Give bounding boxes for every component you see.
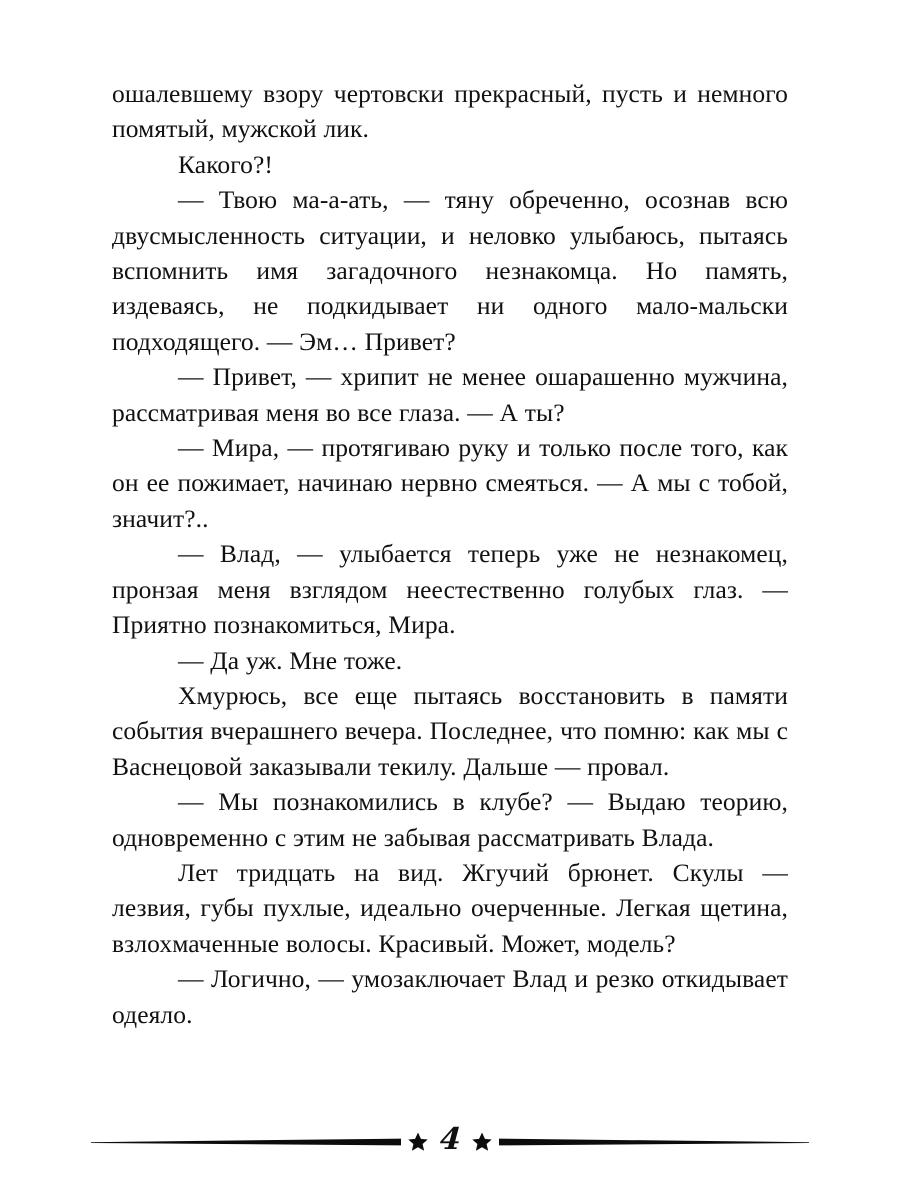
paragraph: Лет тридцать на вид. Жгучий брюнет. Скулы — лезвия, губы пухлые, идеально очерченные. Легкая щетина, взлохмаченные волосы. Красивый. Может, модель? xyxy=(112,857,788,958)
paragraph: Какого?! xyxy=(178,149,274,179)
page-footer-ornament xyxy=(0,1122,900,1162)
paragraph: — Твою ма-а-ать, — тяну обреченно, осознав всю двусмысленность ситуации, и неловко улыбаюсь, пытаясь вспомнить имя загадочного незнакомца. Но память, издеваясь, не подкидывает ни одного мало-мальски подходящего. — Эм… Привет? xyxy=(112,185,788,356)
horizontal-rule-left-icon xyxy=(91,1132,401,1152)
paragraph: — Логично, — умозаключает Влад и резко откидывает одеяло. xyxy=(112,964,788,1029)
paragraph: — Привет, — хрипит не менее ошарашенно мужчина, рассматривая меня во все глаза. — А ты? xyxy=(112,362,788,427)
paragraph: ошалевшему взору чертовски прекрасный, пусть и немного помятый, мужской лик. xyxy=(112,79,788,144)
page-number-ornament xyxy=(401,1122,500,1157)
page-number: 4 xyxy=(438,1122,462,1157)
star-icon xyxy=(471,1131,493,1153)
horizontal-rule-right-icon xyxy=(499,1132,809,1152)
star-icon xyxy=(407,1131,429,1153)
paragraph: Хмурюсь, все еще пытаясь восстановить в памяти события вчерашнего вечера. Последнее, что помню: как мы с Васнецовой заказывали текилу. Дальше — провал. xyxy=(112,680,788,781)
paragraph: — Мира, — протягиваю руку и только после того, как он ее пожимает, начинаю нервно смеяться. — А мы с тобой, значит?.. xyxy=(112,433,788,533)
page-text-block xyxy=(112,76,788,1032)
paragraph: — Влад, — улыбается теперь уже не незнакомец, пронзая меня взглядом неестественно голубых глаз. — Приятно познакомиться, Мира. xyxy=(112,539,788,640)
paragraph: — Да уж. Мне тоже. xyxy=(178,645,403,675)
paragraph: — Мы познакомились в клубе? — Выдаю теорию, одновременно с этим не забывая рассматривать Влада. xyxy=(112,787,788,852)
